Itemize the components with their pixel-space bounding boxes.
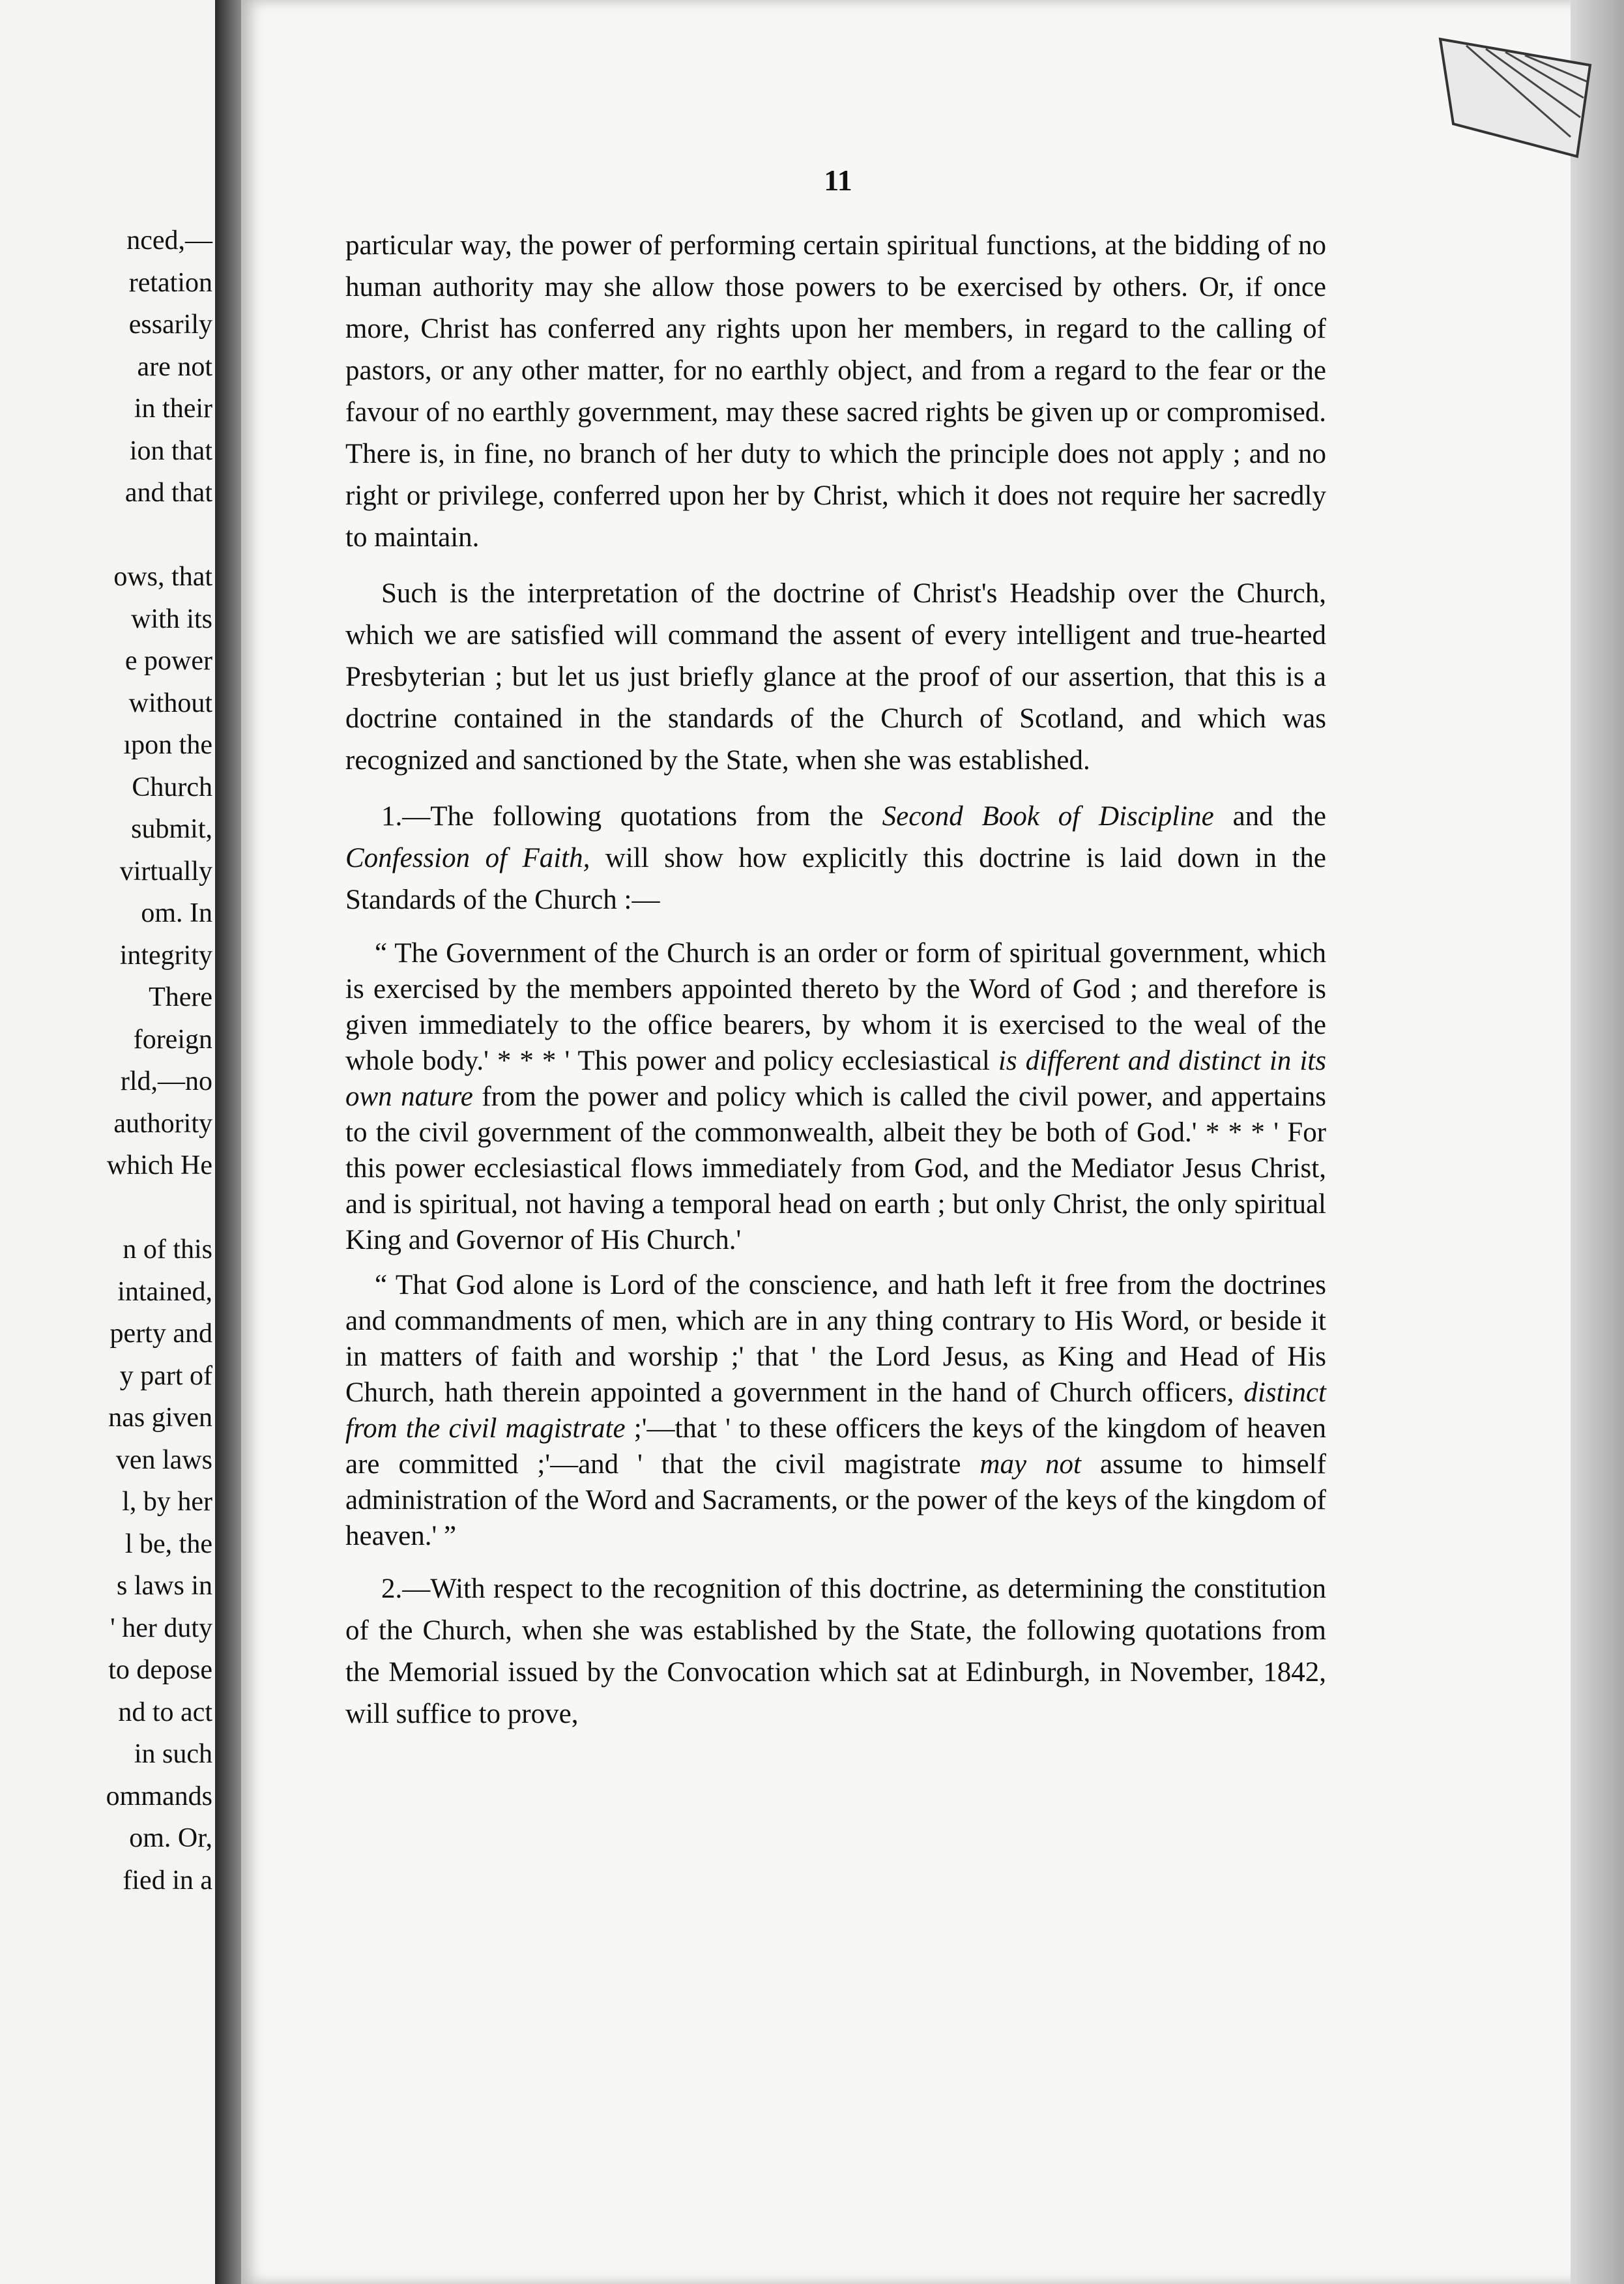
left-page-line: virtually	[119, 856, 212, 886]
left-page-line: intained,	[117, 1276, 212, 1307]
left-page-line: integrity	[119, 940, 212, 971]
paragraph-interpretation: Such is the interpretation of the doctrine of Christ's Headship over the Church, which we are satisfied will command the assent of every intelligent and true-hearted Presbyterian ; but let us just briefly glance at the proof of our assertion, that this is a doctrine contained in the standards of the Church of Scotland, and which was recognized and sanctioned by the State, when she was established.	[345, 578, 1326, 776]
quote-emphasis: is different and distinct in its own nature	[345, 1046, 1326, 1112]
left-page-line: nas given	[108, 1403, 212, 1433]
left-page-line: s laws in	[117, 1571, 212, 1601]
page-number: 11	[824, 164, 852, 197]
left-page-line: Church	[132, 772, 212, 802]
ellipsis-stars: * * *	[1196, 1117, 1274, 1148]
left-page-line: with its	[131, 604, 212, 634]
left-page-line: ıpon the	[123, 730, 212, 760]
paragraph-continuation: particular way, the power of performing certain spiritual functions, at the bidding of no human authority may she allow those powers to be exercised by others. Or, if once more, Christ has conferred any rights upon her members, in regard to the calling of pastors, or any other matter, for no earthly object, and from a regard to the fear or the favour of no earthly government, may these sacred rights be given up or compromised. There is, in fine, no branch of her duty to which the principle does not apply ; and no right or privilege, conferred upon her by Christ, which it does not require her sacredly to maintain.	[345, 230, 1326, 553]
left-page-line: l, by her	[122, 1487, 212, 1517]
left-page-line: authority	[113, 1108, 212, 1139]
left-page-line: e power	[124, 646, 212, 676]
ellipsis-stars: * * *	[488, 1046, 565, 1076]
left-page-line: in such	[134, 1739, 212, 1769]
title-second-book-of-discipline: Second Book of Discipline	[882, 801, 1214, 832]
quote-emphasis: distinct from the civil magistrate	[345, 1377, 1326, 1444]
quote-text: “ The Government of the Church is an order or form of spiritual government, which is exercised by the members appointed thereto by the Word of God ; and therefore is given immediately to the office bearers, by whom it is exercised to the weal of the whole body.'	[345, 938, 1326, 1076]
left-page-line: ven laws	[115, 1444, 212, 1475]
paragraph-quotations-intro	[345, 796, 1326, 921]
left-page-line: ows, that	[113, 562, 212, 592]
quote-text: ;'—that ' to these officers the keys of the kingdom of heaven are committed ;'—and ' that the civil magistrate	[345, 1413, 1326, 1480]
intro-middle: and the	[1213, 801, 1326, 832]
title-confession-of-faith: Confession of Faith,	[345, 843, 590, 873]
quote-emphasis: may not	[979, 1449, 1081, 1480]
left-page-line: are not	[137, 351, 212, 382]
left-page-line: rld,—no	[120, 1066, 212, 1096]
left-page-line: n of this	[123, 1235, 212, 1265]
left-page-line: om. Or,	[129, 1823, 212, 1853]
left-page-line: fied in a	[123, 1865, 212, 1896]
left-page-line: y part of	[119, 1360, 212, 1391]
intro-tail: will show how explicitly this doctrine is laid down in the Standards of the Church :—	[345, 843, 1327, 915]
left-page-line: retation	[128, 267, 212, 298]
left-page-line: perty and	[109, 1319, 212, 1349]
quote-text: from the power and policy which is called the civil power, and appertains to the civil government of the commonwealth, albeit they be both of God.'	[345, 1081, 1326, 1148]
left-page-line: essarily	[128, 310, 212, 340]
left-page-line: l be, the	[124, 1529, 212, 1559]
left-page-line: foreign	[133, 1024, 212, 1055]
block-quote-discipline	[345, 935, 1326, 1258]
left-page-line: without	[128, 688, 212, 718]
page-edge-shadow	[1571, 0, 1624, 2284]
quote-text: “ That God alone is Lord of the conscience, and hath left it free from the doctrines and commandments of men, which are in any thing contrary to His Word, or beside it in matters of faith and worship ;' that ' the Lord Jesus, as King and Head of His Church, hath therein appointed a government in the hand of Church officers,	[345, 1270, 1326, 1408]
left-page-line: in their	[134, 394, 212, 424]
left-facing-page	[0, 0, 215, 2284]
intro-lead: 1.—The following quotations from the	[381, 801, 882, 832]
binding-gutter	[215, 0, 241, 2284]
quote-text: assume to himself administration of the Word and Sacraments, or the power of the keys of the kingdom of heaven.' ”	[345, 1449, 1326, 1551]
folded-corner-icon	[1427, 26, 1597, 169]
left-page-line: nd to act	[118, 1697, 212, 1727]
block-quote-confession	[345, 1267, 1326, 1554]
left-page-line: which He	[106, 1150, 212, 1180]
left-page-line: ion that	[129, 435, 212, 466]
main-text-column	[345, 225, 1326, 1735]
left-page-line: nced,—	[126, 226, 212, 256]
quote-text: ' This power and policy ecclesiastical	[564, 1046, 998, 1076]
left-page-line: ommands	[106, 1781, 212, 1811]
paragraph-recognition: 2.—With respect to the recognition of this doctrine, as determining the constitution of the Church, when she was established by the State, the following quotations from the Memorial issued by the Convocation which sat at Edinburgh, in November, 1842, will suffice to prove,	[345, 1574, 1326, 1729]
left-page-line: submit,	[131, 814, 212, 844]
quote-text: ' For this power ecclesiastical flows immediately from God, and the Mediator Jesus Christ, and is spiritual, not having a temporal head on earth ; but only Christ, the only spiritual King and Governor of His Church.'	[345, 1117, 1327, 1255]
left-page-line: ' her duty	[110, 1613, 212, 1643]
left-page-line: and that	[124, 478, 212, 508]
left-page-line: to depose	[108, 1655, 212, 1685]
left-page-line: om. In	[141, 898, 212, 928]
left-page-line: There	[149, 982, 212, 1012]
